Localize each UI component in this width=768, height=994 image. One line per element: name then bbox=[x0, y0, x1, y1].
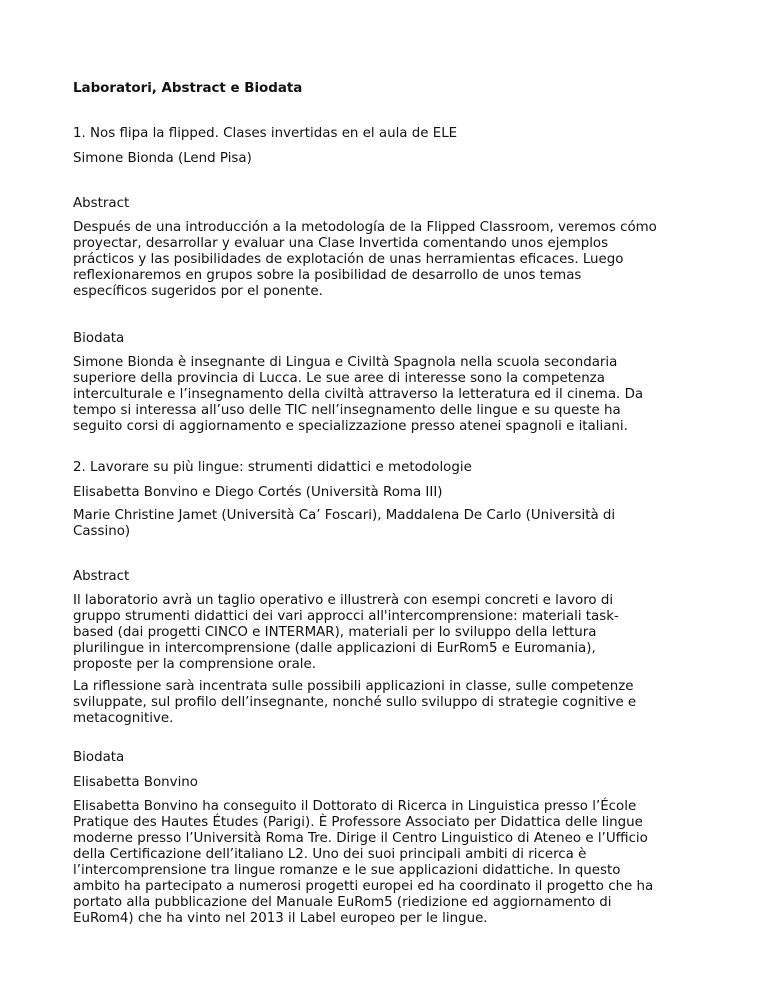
text-line: plurilingue in intercomprensione (dalle applicazioni di EurRom5 e Euromania), bbox=[73, 641, 596, 656]
text-line: La riflessione sarà incentrata sulle possibili applicazioni in classe, sulle competenze bbox=[73, 679, 634, 694]
workshop-2-abstract-text bbox=[73, 593, 713, 673]
workshop-2-speakers-extra bbox=[73, 508, 713, 540]
document-title: Laboratori, Abstract e Biodata bbox=[73, 81, 303, 96]
text-line: Después de una introducción a la metodología de la Flipped Classroom, veremos cómo bbox=[73, 220, 657, 235]
text-line: della Certificazione dell’italiano L2. Uno dei suoi principali ambiti di ricerca è bbox=[73, 847, 587, 862]
text-line: l’intercomprensione tra lingue romanze e le sue applicazioni didattiche. In questo bbox=[73, 863, 621, 878]
text-line: metacognitive. bbox=[73, 711, 174, 726]
workshop-2-heading: 2. Lavorare su più lingue: strumenti didattici e metodologie bbox=[73, 460, 472, 475]
workshop-2-abstract-label: Abstract bbox=[73, 569, 130, 584]
text-line: EuRom4) che ha vinto nel 2013 il Label europeo per le lingue. bbox=[73, 911, 488, 926]
text-line: Marie Christine Jamet (Università Ca’ Foscari), Maddalena De Carlo (Università di bbox=[73, 508, 616, 523]
workshop-1-biodata-label: Biodata bbox=[73, 331, 125, 346]
text-line: based (dai progetti CINCO e INTERMAR), materiali per lo sviluppo della lettura bbox=[73, 625, 597, 640]
text-line: Simone Bionda è insegnante di Lingua e Civiltà Spagnola nella scuola secondaria bbox=[73, 355, 618, 370]
workshop-1-biodata-text bbox=[73, 355, 713, 435]
workshop-1-abstract-text bbox=[73, 220, 713, 300]
text-line: Cassino) bbox=[73, 524, 131, 539]
text-line: Elisabetta Bonvino ha conseguito il Dottorato di Ricerca in Linguistica presso l’École bbox=[73, 799, 637, 814]
text-line: ambito ha partecipato a numerosi progetti europei ed ha coordinato il progetto che ha bbox=[73, 879, 654, 894]
workshop-2-biodata-name: Elisabetta Bonvino bbox=[73, 775, 198, 790]
text-line: Il laboratorio avrà un taglio operativo e illustrerà con esempi concreti e lavoro di bbox=[73, 593, 614, 608]
text-line: proyectar, desarrollar y evaluar una Clase Invertida comentando unos ejemplos bbox=[73, 236, 609, 251]
text-line: Pratique des Hautes Études (Parigi). È Professore Associato per Didattica delle lingue bbox=[73, 815, 643, 830]
text-line: gruppo strumenti didattici dei vari approcci all'intercomprensione: materiali task- bbox=[73, 609, 619, 624]
workshop-2-biodata-text bbox=[73, 799, 713, 927]
workshop-2-speakers: Elisabetta Bonvino e Diego Cortés (Università Roma III) bbox=[73, 485, 443, 500]
text-line: portato alla pubblicazione del Manuale EuRom5 (riedizione ed aggiornamento di bbox=[73, 895, 612, 910]
text-line: seguito corsi di aggiornamento e specializzazione presso atenei spagnoli e italiani. bbox=[73, 419, 628, 434]
text-line: moderne presso l’Università Roma Tre. Dirige il Centro Linguistico di Ateneo e l’Ufficio bbox=[73, 831, 648, 846]
workshop-1-speaker: Simone Bionda (Lend Pisa) bbox=[73, 151, 252, 166]
text-line: superiore della provincia di Lucca. Le sue aree di interesse sono la competenza bbox=[73, 371, 605, 386]
text-line: sviluppate, sul profilo dell’insegnante, nonché sullo sviluppo di strategie cognitive e bbox=[73, 695, 637, 710]
workshop-2-biodata-label: Biodata bbox=[73, 750, 125, 765]
text-line: específicos sugeridos por el ponente. bbox=[73, 284, 323, 299]
workshop-1-heading: 1. Nos flipa la flipped. Clases invertidas en el aula de ELE bbox=[73, 126, 458, 141]
workshop-2-abstract-text-2 bbox=[73, 679, 713, 727]
text-line: reflexionaremos en grupos sobre la posibilidad de desarrollo de unos temas bbox=[73, 268, 582, 283]
text-line: interculturale e l’insegnamento della civiltà attraverso la letteratura ed il cinema. Da bbox=[73, 387, 644, 402]
text-line: tempo si interessa all’uso delle TIC nell’insegnamento delle lingue e su queste ha bbox=[73, 403, 621, 418]
text-line: proposte per la comprensione orale. bbox=[73, 657, 317, 672]
text-line: prácticos y las posibilidades de explotación de unas herramientas eficaces. Luego bbox=[73, 252, 624, 267]
workshop-1-abstract-label: Abstract bbox=[73, 196, 130, 211]
